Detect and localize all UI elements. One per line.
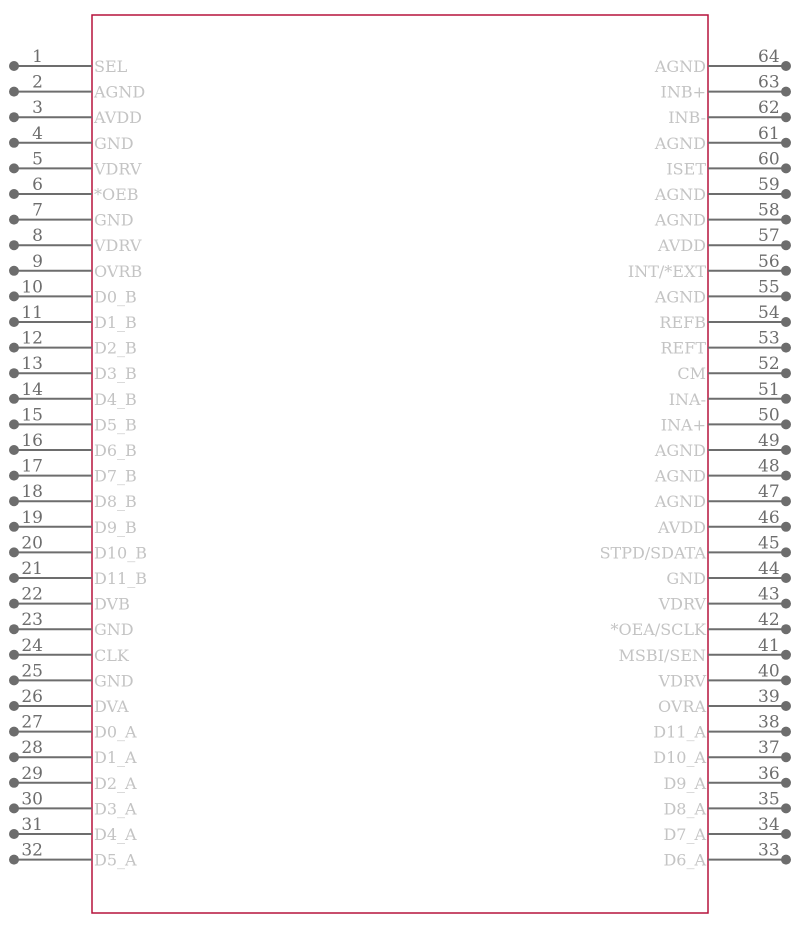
pin-name: AGND — [654, 466, 706, 486]
pin-name: INB+ — [660, 82, 706, 102]
pin-number: 17 — [21, 456, 43, 477]
pin-name: D8_B — [94, 492, 137, 512]
pin-dot — [781, 855, 791, 865]
pin-name: AGND — [654, 492, 706, 512]
pin-name: AVDD — [658, 517, 706, 537]
pin-name: REFT — [660, 338, 706, 358]
pin-name: D0_B — [94, 287, 137, 307]
pin-number: 19 — [21, 507, 43, 528]
pin-number: 38 — [758, 712, 780, 733]
pin-number: 45 — [758, 533, 780, 554]
pin-name: D9_B — [94, 517, 137, 537]
pin-number: 47 — [758, 482, 780, 503]
pin-number: 15 — [21, 405, 43, 426]
pin-number: 14 — [21, 379, 43, 400]
pin-name: GND — [94, 133, 134, 153]
pin-name: CLK — [94, 645, 129, 665]
pin-dot — [9, 138, 19, 148]
pin-name: D11_B — [94, 569, 147, 588]
pin-dot — [781, 266, 791, 276]
pin-dot — [781, 368, 791, 378]
pin-name: D5_B — [94, 415, 137, 435]
pin-dot — [9, 368, 19, 378]
pin-number: 51 — [758, 379, 780, 400]
pin-number: 10 — [21, 277, 43, 298]
pin-dot — [9, 522, 19, 532]
pin-name: D6_B — [94, 441, 137, 460]
pin-number: 6 — [32, 175, 43, 195]
pin-number: 27 — [21, 712, 43, 733]
pin-name: D7_A — [663, 825, 706, 844]
pin-number: 37 — [758, 738, 780, 759]
pin-number: 50 — [758, 405, 780, 426]
pin-dot — [781, 624, 791, 634]
pin-number: 43 — [758, 584, 780, 605]
pin-number: 25 — [21, 661, 43, 682]
pin-number: 42 — [758, 610, 780, 631]
pin-dot — [9, 599, 19, 609]
pin-dot — [9, 189, 19, 199]
pin-number: 44 — [758, 559, 780, 579]
pin-name: AGND — [654, 210, 706, 230]
pin-dot — [9, 650, 19, 660]
pin-number: 2 — [32, 72, 43, 93]
pin-dot — [9, 701, 19, 711]
left-pin-4 — [9, 124, 134, 153]
pin-name: MSBI/SEN — [618, 645, 706, 665]
pin-name: INT/*EXT — [627, 261, 706, 281]
pin-number: 57 — [758, 226, 780, 247]
pin-number: 64 — [758, 47, 780, 67]
left-pin-32 — [9, 841, 137, 870]
pin-dot — [781, 215, 791, 225]
pin-name: D10_B — [94, 543, 147, 563]
pin-number: 7 — [32, 200, 43, 221]
pin-number: 18 — [21, 482, 43, 503]
pin-name: *OEA/SCLK — [610, 620, 706, 640]
pin-dot — [781, 240, 791, 250]
pin-name: DVB — [94, 594, 130, 614]
pin-dot — [781, 317, 791, 327]
pin-dot — [9, 778, 19, 788]
pin-name: D1_B — [94, 313, 137, 332]
pin-dot — [9, 573, 19, 583]
pin-number: 12 — [21, 328, 43, 349]
pin-dot — [781, 522, 791, 532]
pin-name: AGND — [654, 185, 706, 204]
pin-dot — [9, 112, 19, 122]
pin-dot — [9, 675, 19, 685]
pin-number: 52 — [758, 354, 780, 375]
pin-number: 36 — [758, 763, 780, 784]
pin-name: AGND — [654, 133, 706, 153]
pin-number: 3 — [32, 98, 43, 119]
pin-dot — [9, 547, 19, 557]
pin-name: D3_A — [94, 799, 137, 819]
pin-name: CM — [677, 364, 706, 384]
pin-dot — [781, 189, 791, 199]
pin-number: 54 — [758, 303, 780, 323]
pin-name: D0_A — [94, 722, 137, 742]
pin-number: 63 — [758, 72, 780, 93]
pin-number: 28 — [21, 738, 43, 759]
left-pin-5 — [9, 149, 142, 178]
pin-dot — [781, 445, 791, 455]
pin-dot — [9, 317, 19, 327]
pin-name: AGND — [654, 57, 706, 76]
pin-dot — [781, 752, 791, 762]
pin-number: 23 — [21, 610, 43, 631]
left-pin-column — [9, 47, 147, 870]
pin-name: AGND — [654, 287, 706, 307]
pin-dot — [9, 752, 19, 762]
pin-dot — [781, 547, 791, 557]
pin-dot — [9, 343, 19, 353]
pin-dot — [9, 803, 19, 813]
pin-number: 9 — [32, 251, 43, 272]
pin-dot — [781, 829, 791, 839]
pin-number: 30 — [21, 789, 43, 810]
pin-dot — [781, 291, 791, 301]
pin-number: 8 — [32, 226, 43, 247]
pin-number: 29 — [21, 763, 43, 784]
pin-dot — [781, 803, 791, 813]
pin-number: 1 — [32, 47, 43, 67]
pin-name: SEL — [94, 57, 128, 76]
pin-number: 13 — [21, 354, 43, 375]
left-pin-1 — [9, 47, 128, 76]
pin-number: 55 — [758, 277, 780, 298]
pin-number: 53 — [758, 328, 780, 349]
pin-number: 20 — [21, 533, 43, 554]
pin-number: 21 — [21, 559, 43, 579]
pin-name: D3_B — [94, 364, 137, 384]
pin-number: 24 — [21, 635, 43, 656]
pin-name: D2_A — [94, 773, 137, 793]
pin-name: GND — [94, 210, 134, 230]
pin-number: 49 — [758, 431, 780, 451]
pin-number: 11 — [21, 303, 43, 323]
pin-number: 22 — [21, 584, 43, 605]
pin-number: 41 — [758, 635, 780, 656]
pin-number: 40 — [758, 661, 780, 682]
pin-number: 34 — [758, 815, 780, 835]
pin-number: 26 — [21, 687, 43, 707]
pin-name: DVA — [94, 697, 129, 716]
pin-number: 59 — [758, 175, 780, 195]
pin-name: AVDD — [658, 236, 706, 256]
pin-name: D6_A — [663, 850, 706, 870]
pin-dot — [9, 419, 19, 429]
left-pin-6 — [9, 175, 139, 204]
pin-dot — [781, 496, 791, 506]
pin-name: D10_A — [653, 748, 706, 768]
pin-dot — [781, 471, 791, 481]
pin-number: 5 — [32, 149, 43, 170]
pin-number: 46 — [758, 507, 780, 528]
pin-name: VDRV — [94, 159, 142, 179]
pin-dot — [781, 778, 791, 788]
pin-name: STPD/SDATA — [599, 543, 706, 563]
pin-name: D8_A — [663, 799, 706, 819]
pin-name: GND — [94, 671, 134, 691]
pin-dot — [9, 727, 19, 737]
pin-dot — [781, 701, 791, 711]
pin-name: D9_A — [663, 773, 706, 793]
pin-dot — [781, 419, 791, 429]
pin-number: 32 — [21, 840, 43, 861]
pin-dot — [9, 394, 19, 404]
pin-number: 31 — [21, 815, 43, 835]
left-pin-3 — [9, 98, 142, 127]
pin-name: D4_A — [94, 825, 137, 844]
pin-name: VDRV — [94, 236, 142, 256]
left-pin-7 — [9, 201, 134, 230]
left-pin-8 — [9, 226, 142, 255]
right-pin-33 — [663, 841, 791, 870]
pin-dot — [781, 599, 791, 609]
pin-name: AGND — [654, 441, 706, 460]
pin-number: 62 — [758, 98, 780, 119]
right-pin-column — [600, 47, 791, 870]
pin-dot — [9, 445, 19, 455]
pin-number: 35 — [758, 789, 780, 810]
pin-dot — [9, 496, 19, 506]
pin-number: 61 — [758, 123, 780, 144]
pin-name: AVDD — [94, 108, 142, 128]
pin-number: 56 — [758, 251, 780, 272]
pin-dot — [9, 829, 19, 839]
pin-name: D1_A — [94, 748, 137, 768]
pin-dot — [781, 573, 791, 583]
pin-name: OVRA — [658, 697, 706, 716]
pin-number: 39 — [758, 687, 780, 707]
pin-name: D5_A — [94, 850, 137, 870]
pin-dot — [9, 240, 19, 250]
pin-dot — [9, 87, 19, 97]
pin-dot — [9, 163, 19, 173]
pin-name: D4_B — [94, 389, 137, 409]
pin-name: *OEB — [94, 185, 139, 204]
pin-dot — [9, 61, 19, 71]
pin-name: VDRV — [658, 671, 706, 691]
pin-number: 16 — [21, 431, 43, 451]
pin-dot — [781, 650, 791, 660]
pin-name: INA- — [668, 389, 706, 409]
pin-dot — [781, 112, 791, 122]
pin-name: VDRV — [658, 594, 706, 614]
pin-dot — [781, 343, 791, 353]
pin-name: D2_B — [94, 338, 137, 358]
pin-dot — [781, 138, 791, 148]
pin-number: 48 — [758, 456, 780, 477]
pin-name: INB- — [668, 108, 706, 128]
pin-dot — [9, 266, 19, 276]
pin-name: GND — [666, 569, 706, 588]
pin-name: INA+ — [660, 415, 706, 435]
pin-dot — [781, 394, 791, 404]
pin-dot — [9, 291, 19, 301]
pin-dot — [781, 675, 791, 685]
pin-dot — [781, 727, 791, 737]
pin-name: D11_A — [653, 722, 706, 742]
pin-dot — [781, 61, 791, 71]
pin-name: AGND — [94, 82, 146, 102]
pin-dot — [781, 87, 791, 97]
pin-dot — [9, 624, 19, 634]
pin-dot — [9, 471, 19, 481]
pin-number: 58 — [758, 200, 780, 221]
pin-name: GND — [94, 620, 134, 640]
pin-number: 60 — [758, 149, 780, 170]
pin-name: D7_B — [94, 466, 137, 486]
pin-dot — [9, 215, 19, 225]
pin-dot — [781, 163, 791, 173]
pin-name: ISET — [666, 159, 706, 179]
pin-name: REFB — [659, 313, 706, 332]
pin-name: OVRB — [94, 261, 143, 281]
left-pin-2 — [9, 73, 145, 102]
ic-body-outline — [92, 15, 708, 913]
pin-dot — [9, 855, 19, 865]
pin-number: 33 — [758, 840, 780, 861]
pin-number: 4 — [32, 123, 43, 144]
